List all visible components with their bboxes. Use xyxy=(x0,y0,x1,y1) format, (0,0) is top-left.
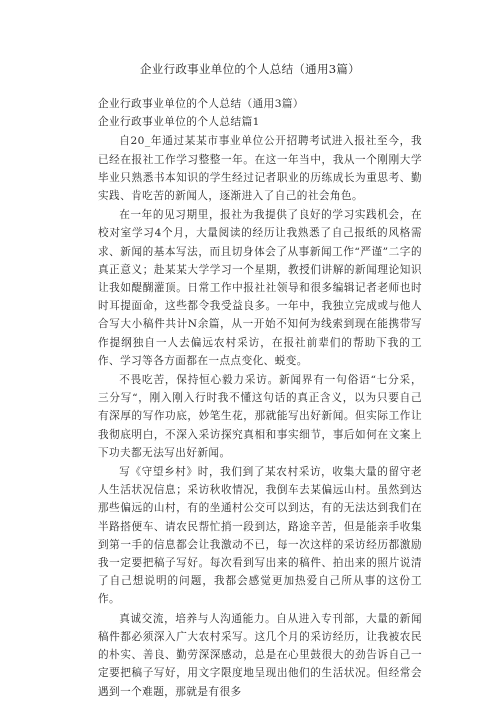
document-body xyxy=(98,94,422,701)
body-paragraph: 自20_年通过某某市事业单位公开招聘考试进入报社至今，我已经在报社工作学习整整一年。在这一年当中，我从一个刚刚大学毕业只熟悉书本知识的学生经过记者职业的历练成长为重思考、勤实践、肯吃苦的新闻人，逐渐进入了自己的社会角色。 xyxy=(98,135,422,203)
body-paragraph: 不畏吃苦，保持恒心毅力采访。新闻界有一句俗语“七分采，三分写“，刚入刚入行时我不懂这句话的真正含义，以为只要自己有深厚的写作功底，妙笔生花，那就能写出好新闻。但实际工作让我彻底明白，不深入采访探究真相和事实细节，事后如何在文案上下功夫都无法写出好新闻。 xyxy=(98,374,422,459)
article-subheading: 企业行政事业单位的个人总结篇1 xyxy=(98,116,260,129)
article-heading: 企业行政事业单位的个人总结（通用3篇） xyxy=(98,98,304,110)
document-title: 企业行政事业单位的个人总结（通用3篇） xyxy=(139,62,360,76)
body-paragraph: 在一年的见习期里，报社为我提供了良好的学习实践机会，在校对室学习4个月，大量阅读的经历让我熟悉了自己报纸的风格需求、新闻的基本写法，而且切身体会了从事新闻工作“严谨”二字的真正意义；赴某某大学学习一个星期，教授们讲解的新闻理论知识让我如醍醐灌顶。日常工作中报社社领导和很多编辑记者老师也时时耳提面命，这些都令我受益良多。一年中，我独立完成或与他人合写大小稿件共计N余篇，从一开始不知何为线索到现在能携带写作提纲独自一人去偏远农村采访，在报社前辈们的帮助下我的工作、学习等各方面都在一点点变化、蜕变。 xyxy=(98,209,422,367)
body-paragraph: 写《守望乡村》时，我们到了某农村采访，收集大量的留守老人生活状况信息；采访秋收情况，我倒车去某偏远山村。虽然到达那些偏远的山村，有的坐通村公交可以到达，有的无法达到我们在半路搭便车、请农民帮忙捎一段到达，路途辛苦，但是能亲手收集到第一手的信息都会让我激动不已，每一次这样的采访经历都激励我一定要把稿子写好。每次看到写出来的稿件、拍出来的照片说清了自己想说明的问题，我都会感觉更加热爱自己所从事的这份工作。 xyxy=(98,466,422,606)
body-paragraph: 真诚交流，培养与人沟通能力。自从进入专刊部，大量的新闻稿件都必须深入广大农村采写。这几个月的采访经历，让我被农民的朴实、善良、勤劳深深感动，总是在心里鼓很大的劲告诉自己一定要把稿子写好，用文字限度地呈现出他们的生活状况。但经常会遇到一个难题，那就是有很多 xyxy=(98,612,422,698)
